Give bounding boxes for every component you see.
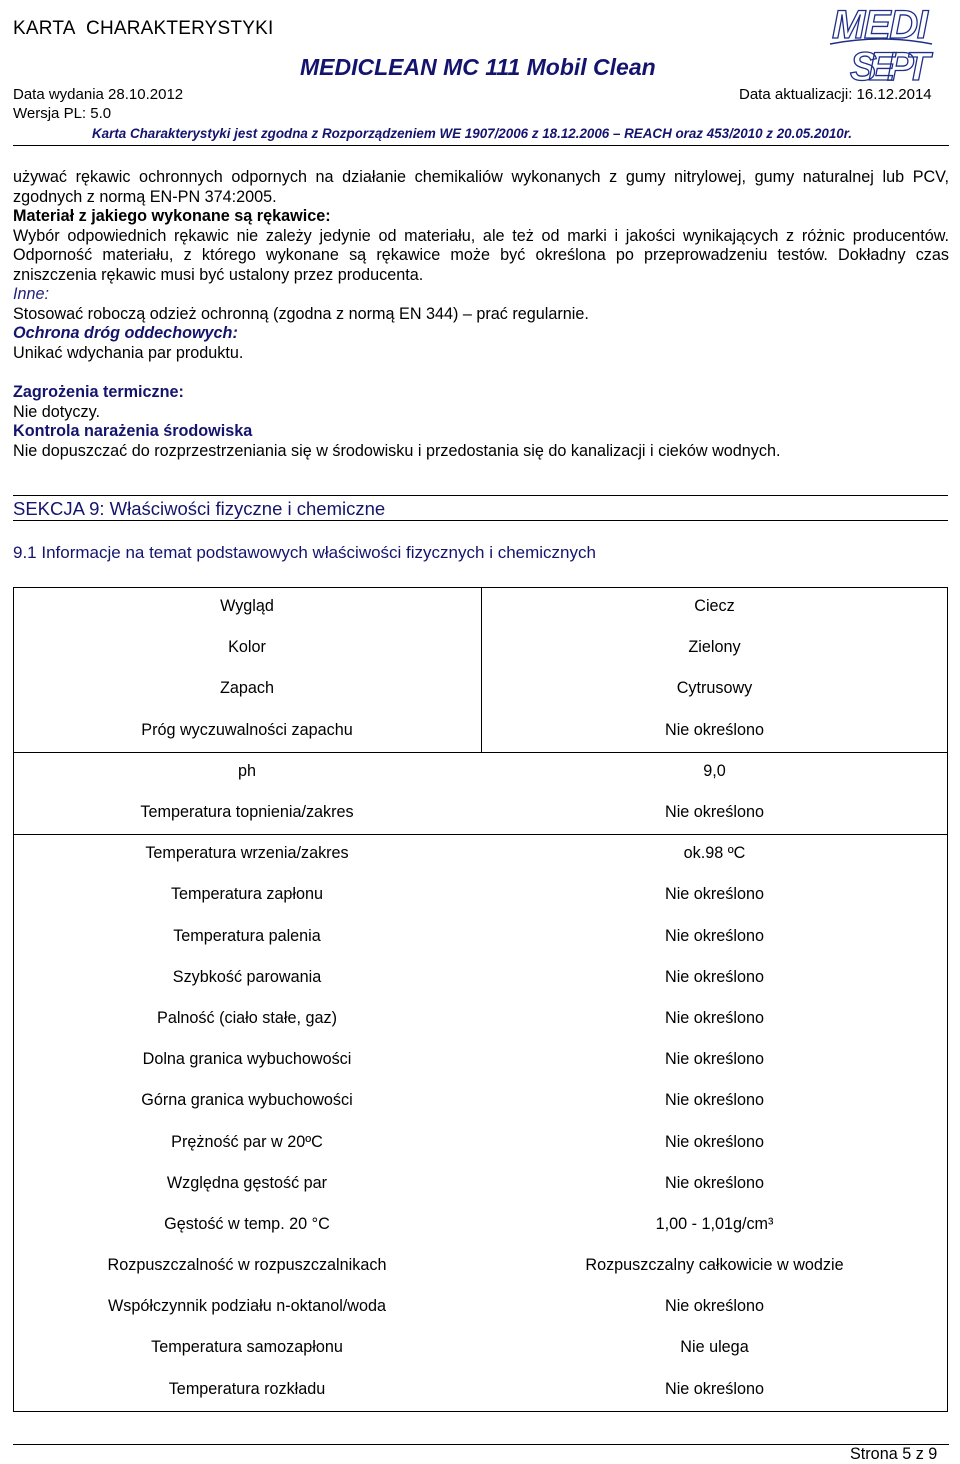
table-row [13, 1039, 948, 1080]
property-name: Szybkość parowania [172, 967, 322, 986]
property-value: Zielony [688, 638, 741, 657]
page-number: Strona 5 z 9 [850, 1445, 938, 1463]
property-name: Kolor [228, 638, 266, 657]
table-row [13, 751, 948, 792]
gloves-material-paragraph: Wybór odpowiednich rękawic nie zależy jedynie od materiału, ale też od marki i jakości wynikających z różnic producentów. Odporność materiału, z którego wykonane są rękawice może być określona po przeprowadzeniu testów. Dokładny czas zniszczenia rękawic musi być ustalony przez producenta. [13, 226, 949, 284]
property-value: Nie określono [665, 1297, 764, 1316]
gloves-material-heading: Materiał z jakiego wykonane są rękawice: [13, 207, 331, 225]
property-value: Nie określono [665, 885, 764, 904]
table-row [13, 668, 948, 709]
respiratory-heading: Ochrona dróg oddechowych: [13, 324, 238, 342]
section-subtitle: 9.1 Informacje na temat podstawowych właściwości fizycznych i chemicznych [13, 543, 596, 562]
property-value: Nie określono [665, 1008, 764, 1027]
table-row [13, 1163, 948, 1204]
table-row [13, 586, 948, 627]
svg-text:MEDI: MEDI [832, 3, 928, 47]
product-name: MEDICLEAN MC 111 Mobil Clean [300, 54, 656, 80]
table-row [13, 957, 948, 998]
property-value: Nie określono [665, 803, 764, 822]
property-name: Gęstość w temp. 20 °C [164, 1214, 330, 1233]
property-name: Zapach [220, 679, 274, 698]
property-value: Cytrusowy [676, 679, 753, 698]
thermal-heading: Zagrożenia termiczne: [13, 383, 184, 401]
property-name: ph [237, 761, 256, 780]
table-row [13, 627, 948, 668]
version-label: Wersja PL: 5.0 [13, 105, 112, 122]
property-name: Dolna granica wybuchowości [142, 1050, 352, 1069]
table-row [13, 710, 948, 751]
property-value: 9,0 [703, 761, 726, 780]
table-row [13, 1286, 948, 1327]
property-name: Temperatura samozapłonu [151, 1338, 343, 1357]
property-value: Ciecz [694, 597, 735, 616]
property-value: Nie określono [665, 1173, 764, 1192]
table-row [13, 1245, 948, 1286]
property-name: Próg wyczuwalności zapachu [141, 720, 353, 739]
footer-divider [13, 1444, 949, 1445]
svg-text:SEPT: SEPT [850, 45, 930, 88]
table-row [13, 1204, 948, 1245]
body-content [13, 168, 949, 461]
document-title: KARTA CHARAKTERYSTYKI [13, 18, 274, 39]
header-divider [13, 145, 949, 146]
property-name: Temperatura palenia [173, 926, 321, 945]
section-title: SEKCJA 9: Właściwości fizyczne i chemiczne [13, 498, 386, 519]
property-name: Prężność par w 20ºC [171, 1132, 323, 1151]
property-name: Względna gęstość par [166, 1173, 328, 1192]
other-paragraph: Stosować roboczą odzież ochronną (zgodna z normą EN 344) – prać regularnie. [13, 304, 589, 323]
property-name: Rozpuszczalność w rozpuszczalnikach [107, 1256, 387, 1275]
respiratory-paragraph: Unikać wdychania par produktu. [13, 343, 244, 362]
table-row [13, 916, 948, 957]
property-value: Nie określono [665, 926, 764, 945]
update-date: Data aktualizacji: 16.12.2014 [739, 86, 932, 103]
environment-paragraph: Nie dopuszczać do rozprzestrzeniania się w środowisku i przedostania się do kanalizacji i cieków wodnych. [13, 441, 781, 460]
property-value: Nie ulega [680, 1338, 749, 1357]
property-name: Wygląd [220, 597, 274, 616]
table-row [13, 792, 948, 833]
regulation-note: Karta Charakterystyki jest zgodna z Rozporządzeniem WE 1907/2006 z 18.12.2006 – REACH oraz 453/2010 z 20.05.2010r. [92, 126, 852, 141]
table-row [13, 998, 948, 1039]
property-value: ok.98 ºC [683, 844, 746, 863]
medisept-logo [826, 0, 936, 88]
property-name: Współczynnik podziału n-oktanol/woda [107, 1297, 387, 1316]
property-name: Temperatura rozkładu [168, 1379, 326, 1398]
thermal-paragraph: Nie dotyczy. [13, 402, 100, 421]
property-value: 1,00 - 1,01g/cm³ [655, 1214, 774, 1233]
environment-heading: Kontrola narażenia środowiska [13, 422, 253, 440]
property-value: Nie określono [665, 720, 764, 739]
gloves-paragraph: używać rękawic ochronnych odpornych na działanie chemikaliów wykonanych z gumy nitrylowej, gumy naturalnej lub PCV, zgodnych z normą EN-PN 374:2005. [13, 168, 949, 206]
property-name: Temperatura zapłonu [170, 885, 324, 904]
table-row [13, 1080, 948, 1121]
property-value: Rozpuszczalny całkowicie w wodzie [585, 1256, 844, 1275]
property-name: Temperatura wrzenia/zakres [145, 844, 349, 863]
property-value: Nie określono [665, 967, 764, 986]
property-value: Nie określono [665, 1132, 764, 1151]
property-value: Nie określono [665, 1379, 764, 1398]
property-value: Nie określono [665, 1091, 764, 1110]
table-row [13, 874, 948, 915]
table-row [13, 1327, 948, 1368]
property-name: Temperatura topnienia/zakres [140, 803, 354, 822]
other-heading: Inne: [13, 285, 50, 303]
table-row [13, 833, 948, 874]
properties-rows [13, 587, 948, 1410]
table-row [13, 1369, 948, 1410]
property-name: Palność (ciało stałe, gaz) [157, 1008, 337, 1027]
property-value: Nie określono [665, 1050, 764, 1069]
table-row [13, 1121, 948, 1162]
property-name: Górna granica wybuchowości [141, 1091, 353, 1110]
issue-date: Data wydania 28.10.2012 [13, 86, 184, 103]
